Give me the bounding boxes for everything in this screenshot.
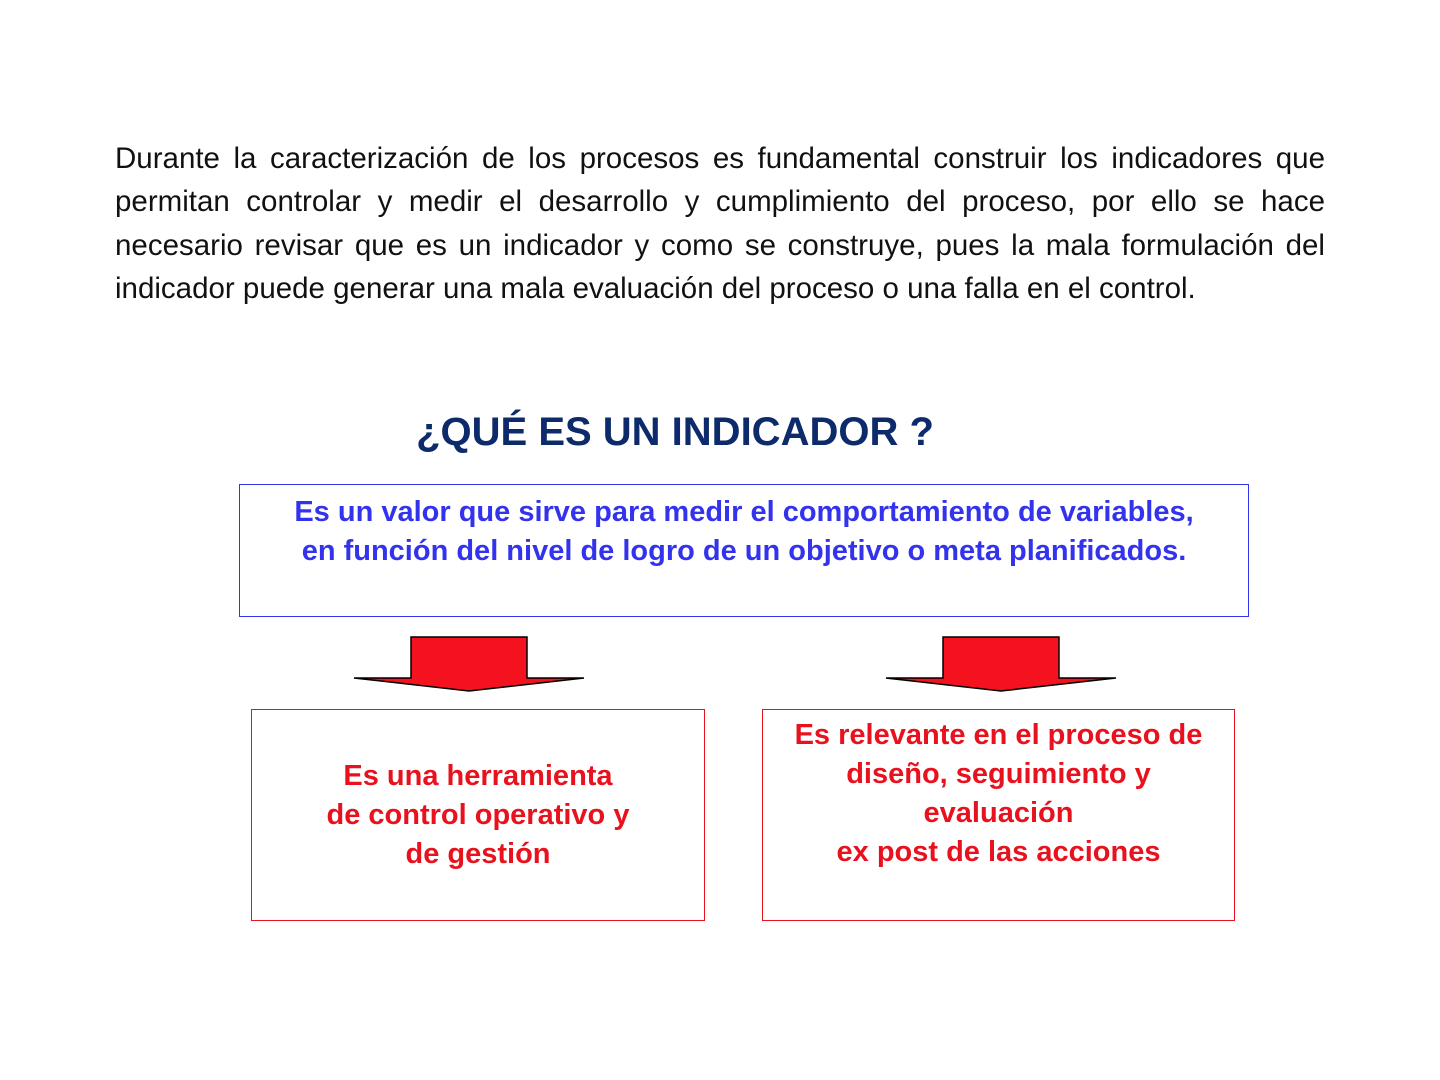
box-line: de control operativo y xyxy=(326,798,630,831)
control-tool-box xyxy=(251,709,705,921)
box-line: ex post de las acciones xyxy=(836,836,1161,868)
intro-paragraph: Durante la caracterización de los procesos es fundamental construir los indicadores que permitan controlar y medir el desarrollo y cumplimiento del proceso, por ello se hace necesario revisar que es un indicador y como se construye, pues la mala formulación del indicador puede generar una mala evaluación del proceso o una falla en el control. xyxy=(115,142,1325,305)
box-line: de gestión xyxy=(405,837,551,870)
definition-line: Es un valor que sirve para medir el comportamiento de variables, xyxy=(294,496,1194,528)
control-tool-text xyxy=(327,757,630,874)
box-line: diseño, seguimiento y xyxy=(846,758,1151,790)
box-line: evaluación xyxy=(923,797,1074,829)
relevance-box xyxy=(762,709,1235,921)
down-arrow-icon xyxy=(884,636,1118,694)
box-line: Es una herramienta xyxy=(343,759,613,792)
down-arrow-icon xyxy=(352,636,586,694)
relevance-text xyxy=(795,716,1203,872)
page-title: ¿QUÉ ES UN INDICADOR ? xyxy=(416,410,934,454)
box-line: Es relevante en el proceso de xyxy=(794,719,1203,751)
definition-line: en función del nivel de logro de un objetivo o meta planificados. xyxy=(301,535,1187,567)
definition-box xyxy=(239,484,1249,617)
definition-text xyxy=(240,485,1248,571)
